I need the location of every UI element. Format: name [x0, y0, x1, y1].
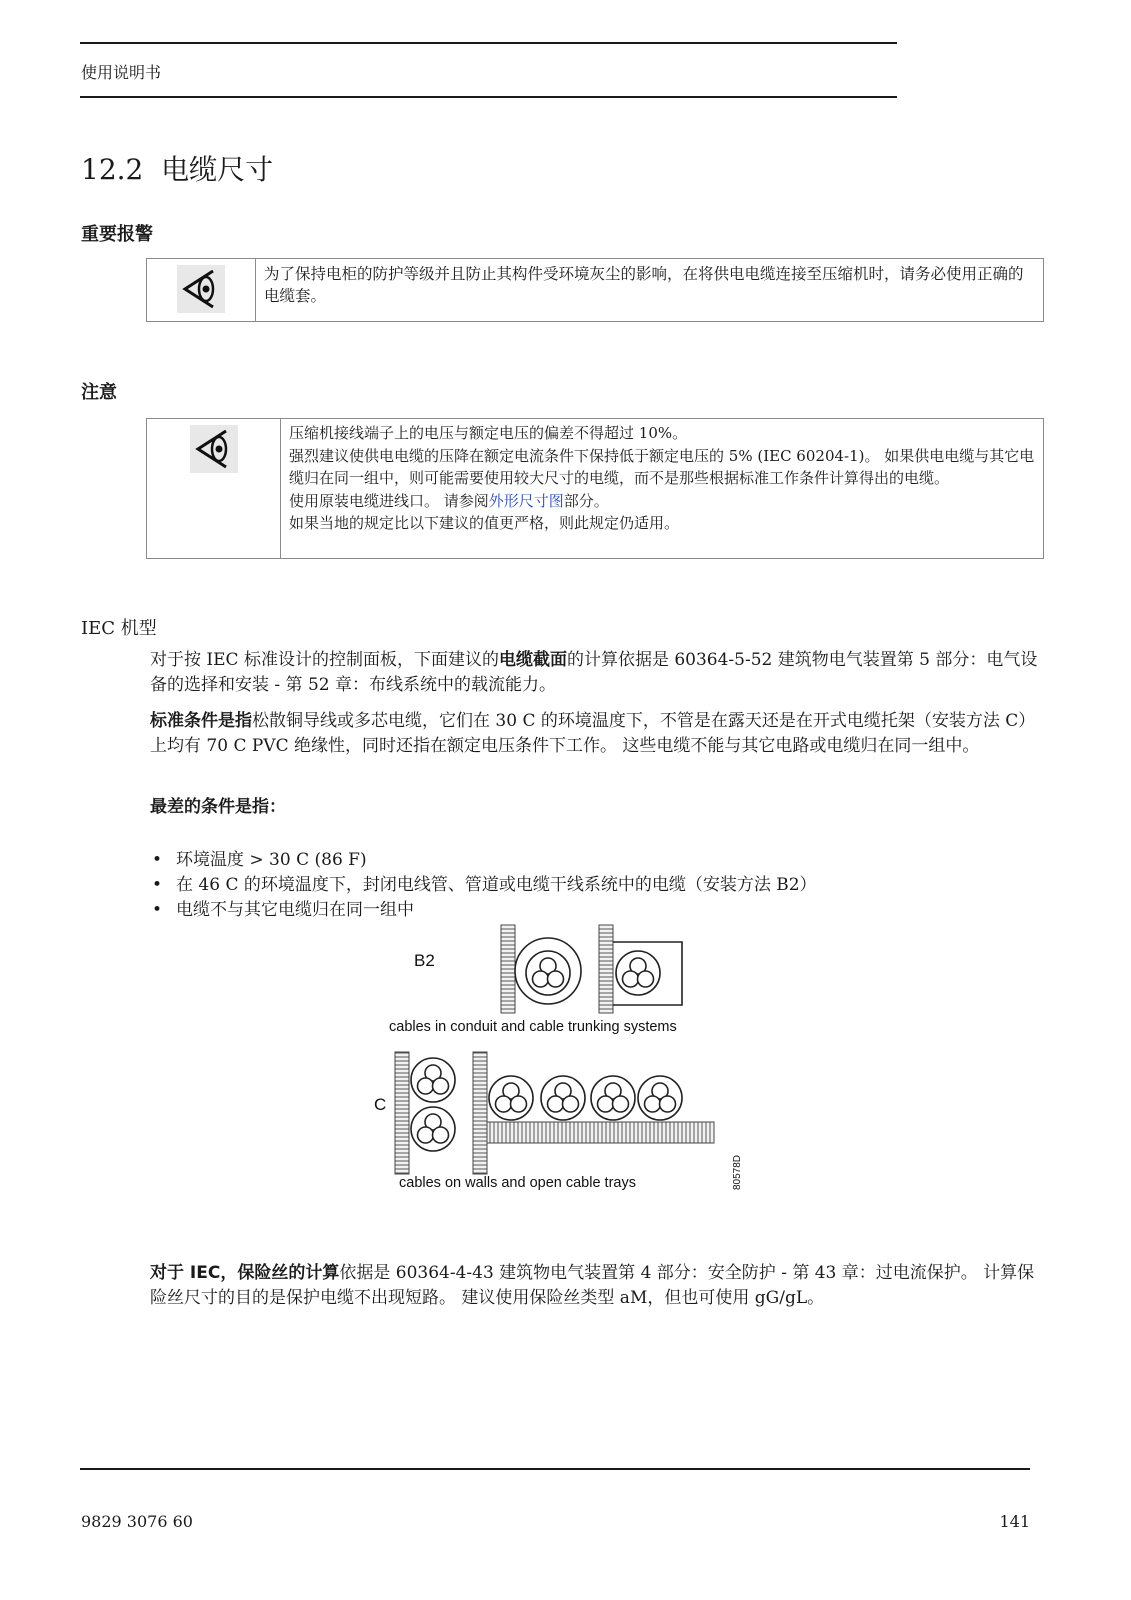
figure-label-b2: B2	[414, 951, 435, 970]
note-line-local-regulations: 如果当地的规定比以下建议的值更严格，则此规定仍适用。	[289, 514, 680, 532]
iec-p4-bold-iec: 对于 IEC，	[150, 1263, 238, 1283]
iec-p1-text-end: 的计算依据是 60364-5-52 建筑物电气装置第 5 部分：电气设备的选择和安装 - 第 52 章：布线系统中的载流能力。	[150, 650, 1038, 695]
note-icon-cell	[147, 419, 281, 558]
cable-trefoil	[489, 1076, 533, 1120]
iec-p4-text: 依据是 60364-4-43 建筑物电气装置第 4 部分：安全防护 - 第 43 章：过电流保护。 计算保险丝尺寸的目的是保护电缆不出现短路。 建议使用保险丝类型 aM，但也可使用 gG/gL。	[150, 1263, 1035, 1308]
iec-p2-bold: 标准条件是指	[150, 711, 252, 731]
header-rule-bottom	[80, 96, 897, 98]
warning-box	[146, 258, 1044, 322]
warning-heading: 重要报警	[81, 224, 153, 245]
iec-paragraph-standard-conditions	[150, 709, 1050, 759]
figure-code: 80578D	[732, 1154, 743, 1190]
eye-warning-icon	[177, 265, 225, 313]
footer-doc-number: 9829 3076 60	[81, 1512, 193, 1531]
iec-heading: IEC 机型	[81, 618, 157, 639]
list-item: • 在 46 C 的环境温度下，封闭电线管、管道或电缆干线系统中的电缆（安装方法 B2）	[150, 873, 817, 898]
cable-trefoil	[411, 1058, 455, 1102]
note-line-voltage-drop: 强烈建议使供电电缆的压降在额定电流条件下保持低于额定电压的 5% (IEC 60204-1)。 如果供电电缆与其它电缆归在同一组中，则可能需要使用较大尺寸的电缆，而不是那些根据标准工作条件计算得出的电缆。	[289, 446, 1035, 487]
figure-caption-bottom: cables on walls and open cable trays	[399, 1175, 636, 1191]
iec-paragraph-worst-conditions	[150, 795, 1050, 820]
list-item: • 电缆不与其它电缆归在同一组中	[150, 898, 817, 923]
footer-rule	[80, 1468, 1030, 1470]
wall-c-right	[473, 1052, 487, 1174]
note-line-voltage: 压缩机接线端子上的电压与额定电压的偏差不得超过 10%。	[289, 424, 688, 442]
figure-caption-top: cables in conduit and cable trunking systems	[389, 1019, 677, 1035]
iec-paragraph-fuse	[150, 1261, 1050, 1311]
worst-conditions-list	[150, 848, 817, 923]
warning-text: 为了保持电柜的防护等级并且防止其构件受环境灰尘的影响，在将供电电缆连接至压缩机时，请务必使用正确的电缆套。	[264, 265, 1024, 305]
list-item: • 环境温度 > 30 C (86 F)	[150, 848, 817, 873]
note-line-cable-entry-suffix: 部分。	[563, 491, 609, 510]
dimension-drawing-link[interactable]: 外形尺寸图	[488, 491, 564, 510]
header-rule-top	[80, 42, 897, 44]
note-text	[281, 419, 1043, 558]
figure-label-c: C	[374, 1095, 387, 1114]
iec-p2-text: 松散铜导线或多芯电缆，它们在 30 C 的环境温度下，不管是在露天还是在开式电缆托架（安装方法 C）上均有 70 C PVC 绝缘性，同时还指在额定电压条件下工作。 这些电缆不能与其它电路或电缆归在同一组中。	[150, 711, 1036, 756]
note-line-cable-entry-text: 使用原装电缆进线口。 请参阅	[289, 491, 489, 510]
section-title-text: 电缆尺寸	[161, 153, 274, 186]
cable-trefoil	[591, 1076, 635, 1120]
note-heading: 注意	[81, 382, 117, 403]
cable-trefoil	[541, 1076, 585, 1120]
warning-icon-cell	[147, 259, 256, 321]
cable-trefoil	[616, 951, 660, 995]
note-line-cable-entry	[289, 490, 1035, 513]
cable-trefoil	[411, 1107, 455, 1151]
iec-p3-bold: 最差的条件是指：	[150, 797, 286, 817]
wall-b2-right	[599, 925, 613, 1013]
iec-p4-bold-fuse: 保险丝的计算	[237, 1263, 340, 1283]
section-title	[81, 148, 273, 188]
cable-trefoil	[638, 1076, 682, 1120]
cable-trefoil	[526, 951, 570, 995]
open-cable-tray	[487, 1122, 714, 1143]
wall-c-left	[395, 1052, 409, 1174]
iec-p1-text: 对于按 IEC 标准设计的控制面板，下面建议的	[150, 650, 499, 670]
footer-page-number: 141	[999, 1512, 1030, 1531]
eye-warning-icon	[190, 425, 238, 473]
iec-p1-bold: 电缆截面	[498, 650, 567, 670]
wall-b2-left	[501, 925, 515, 1013]
note-box	[146, 418, 1044, 559]
iec-paragraph-cross-section	[150, 648, 1050, 698]
header-title: 使用说明书	[81, 63, 162, 82]
cable-installation-figure	[374, 915, 750, 1200]
section-number: 12.2	[81, 153, 144, 186]
